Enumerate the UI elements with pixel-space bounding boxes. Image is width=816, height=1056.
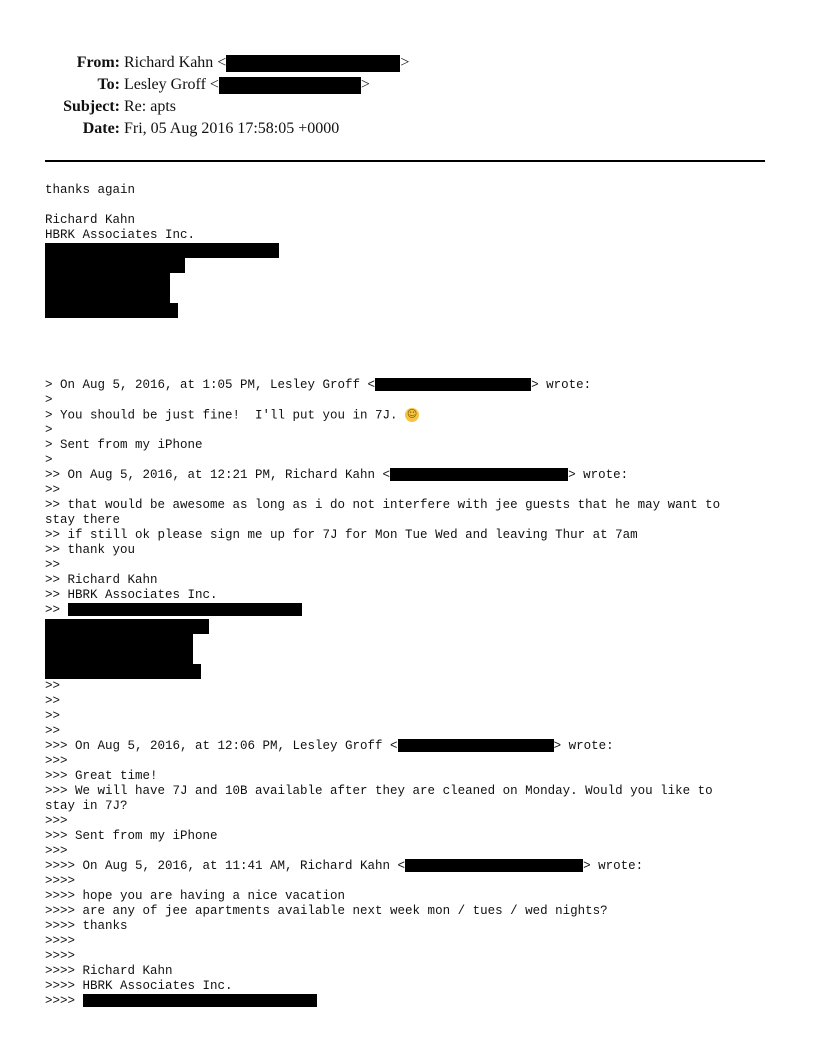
redaction <box>45 634 193 649</box>
from-label: From: <box>76 54 120 71</box>
redaction <box>226 55 400 72</box>
redaction <box>219 77 361 94</box>
quote-line: >> <box>45 603 302 618</box>
quote-line: >>> Great time! <box>45 769 158 783</box>
quote-line: >> thank you <box>45 543 136 557</box>
quote-line: >> HBRK Associates Inc. <box>45 588 218 602</box>
quote-line: > You should be just fine! I'll put you in 7J. ☺ <box>45 408 418 423</box>
redaction <box>398 739 554 752</box>
quote-line: > <box>45 453 53 467</box>
quote-line: >>> Sent from my iPhone <box>45 829 218 843</box>
quote-line: >> <box>45 724 61 738</box>
redaction <box>45 303 178 318</box>
quote-line: > Sent from my iPhone <box>45 438 203 452</box>
redaction <box>45 258 185 273</box>
redaction <box>45 649 193 664</box>
quote-line: > <box>45 423 53 437</box>
date-line <box>0 118 339 140</box>
redaction <box>83 994 317 1007</box>
quote-line: >>> <box>45 844 68 858</box>
redaction <box>45 288 170 303</box>
signature-name: Richard Kahn <box>45 213 136 227</box>
quote-line: >> that would be awesome as long as i do not interfere with jee guests that he may want to <box>45 498 721 512</box>
quote-line: >>> We will have 7J and 10B available after they are cleaned on Monday. Would you like to <box>45 784 713 798</box>
to-value: Lesley Groff < <box>124 76 219 93</box>
redaction <box>405 859 583 872</box>
quote-line: >>>> hope you are having a nice vacation <box>45 889 346 903</box>
redaction <box>45 243 279 258</box>
quote-line: >>>> <box>45 934 76 948</box>
quote-line: >> if still ok please sign me up for 7J for Mon Tue Wed and leaving Thur at 7am <box>45 528 638 542</box>
quote-line: >> <box>45 694 61 708</box>
quote-line: >> Richard Kahn <box>45 573 158 587</box>
quote-line: >>> <box>45 754 68 768</box>
redaction <box>375 378 531 391</box>
redaction <box>390 468 568 481</box>
quote-line: >>>> are any of jee apartments available next week mon / tues / wed nights? <box>45 904 608 918</box>
quote-line: >> <box>45 679 61 693</box>
redaction <box>45 664 201 679</box>
subject-line <box>0 96 176 118</box>
quote-line: stay in 7J? <box>45 799 128 813</box>
quote-line: >> <box>45 709 61 723</box>
date-label: Date: <box>82 120 120 137</box>
quote-line: >>>> On Aug 5, 2016, at 11:41 AM, Richard Kahn < > wrote: <box>45 859 644 873</box>
quote-line: >>> <box>45 814 68 828</box>
from-value: Richard Kahn < <box>124 54 227 71</box>
subject-value: Re: apts <box>124 98 176 115</box>
quote-line: >>>> <box>45 874 76 888</box>
quote-line: stay there <box>45 513 121 527</box>
smiling-face-icon: ☺ <box>406 409 418 420</box>
header-divider <box>45 160 765 162</box>
quote-line: >>>> Richard Kahn <box>45 964 173 978</box>
quote-line: >>> On Aug 5, 2016, at 12:06 PM, Lesley Groff < > wrote: <box>45 739 614 753</box>
quote-line: >>>> <box>45 994 317 1009</box>
date-value: Fri, 05 Aug 2016 17:58:05 +0000 <box>124 120 340 137</box>
quote-line: >>>> HBRK Associates Inc. <box>45 979 233 993</box>
quote-line: >> <box>45 558 61 572</box>
quote-line: > <box>45 393 53 407</box>
body-line: thanks again <box>45 183 136 197</box>
quote-line: >> On Aug 5, 2016, at 12:21 PM, Richard Kahn < > wrote: <box>45 468 629 482</box>
quote-line: >> <box>45 483 61 497</box>
quote-line: >>>> <box>45 949 76 963</box>
to-line: To: Lesley Groff < > <box>0 74 370 96</box>
redaction <box>68 603 302 616</box>
redaction <box>45 619 209 634</box>
quote-line: >>>> thanks <box>45 919 128 933</box>
to-label: To: <box>97 76 120 93</box>
redaction <box>45 273 170 288</box>
quote-line: > On Aug 5, 2016, at 1:05 PM, Lesley Groff < > wrote: <box>45 378 592 392</box>
from-line: From: Richard Kahn < > <box>0 52 409 74</box>
signature-company: HBRK Associates Inc. <box>45 228 196 242</box>
subject-label: Subject: <box>63 98 120 115</box>
